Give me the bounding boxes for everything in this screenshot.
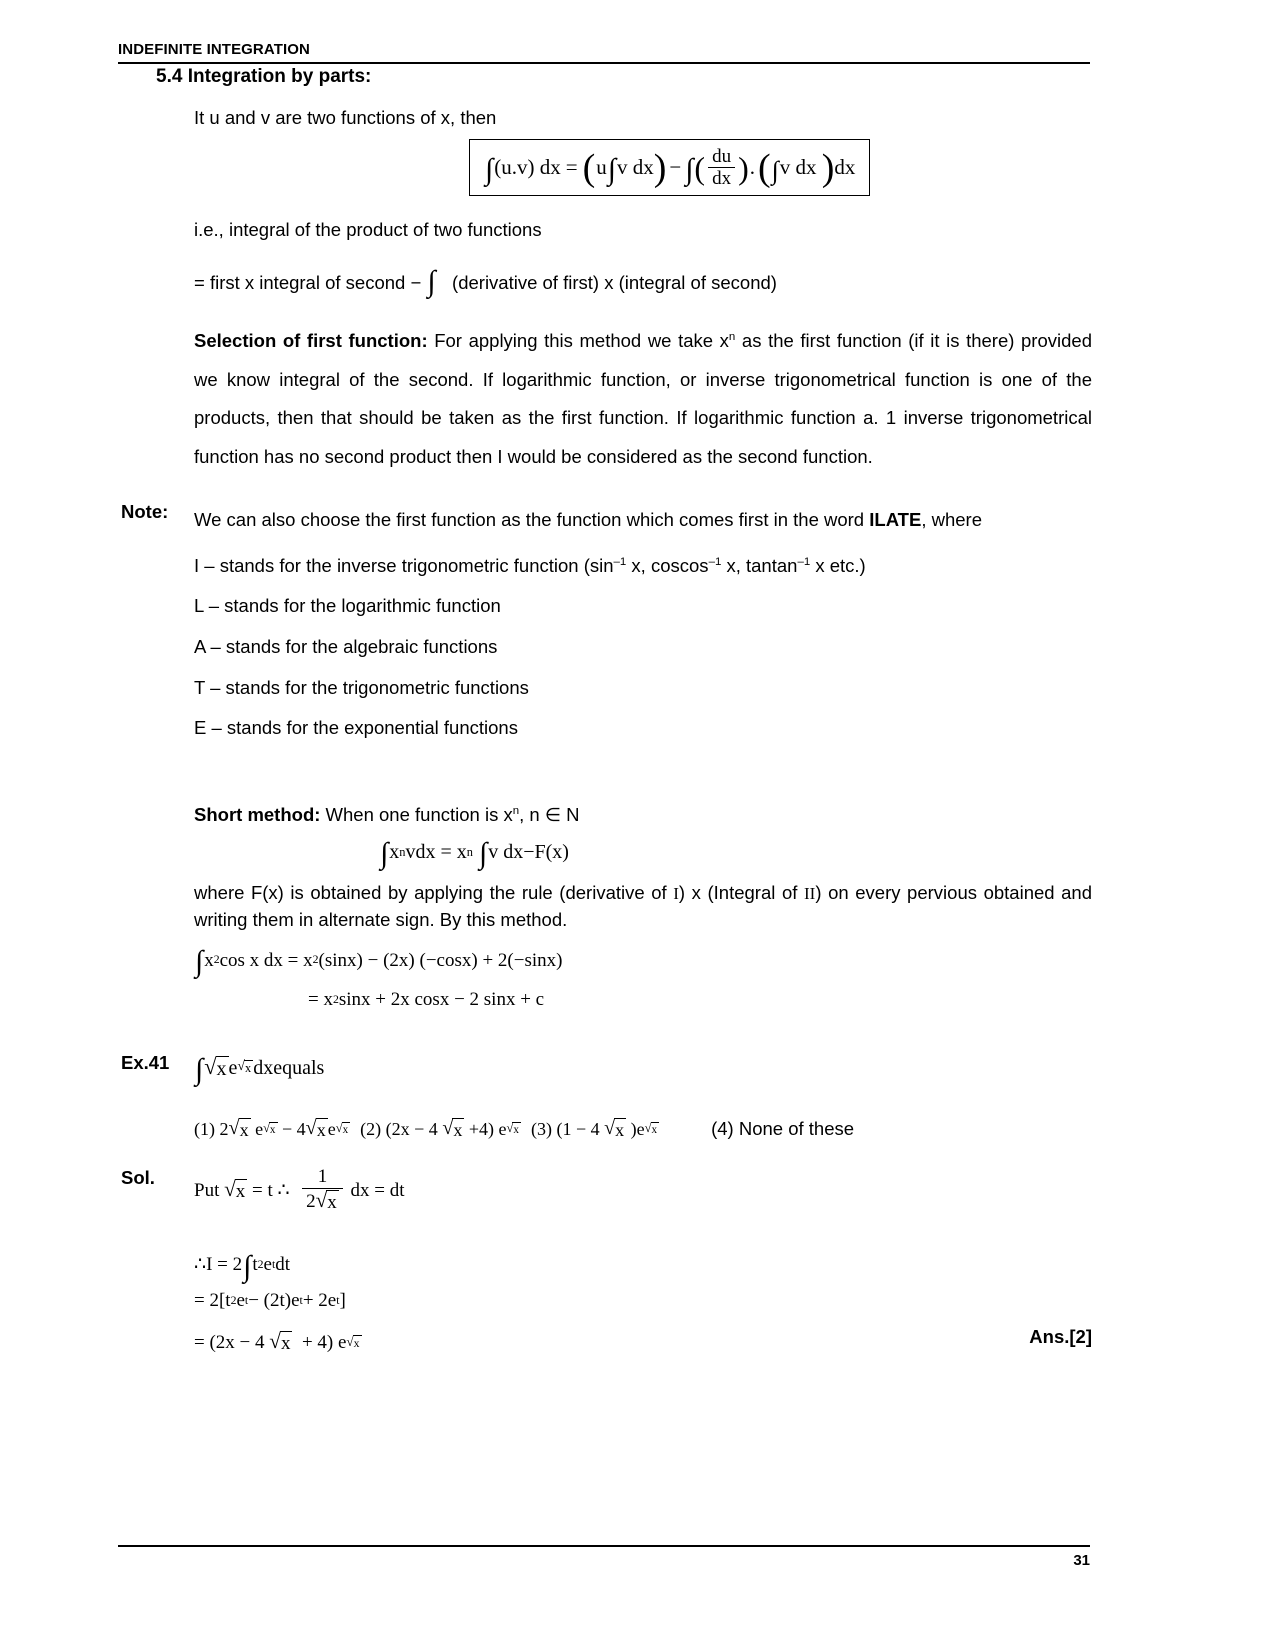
explain-pre: where F(x) is obtained by applying the rule (derivative of — [194, 881, 674, 903]
solution-line-3-math: = 2[t 2 e t − (2t)e t + 2e t ] — [194, 1290, 346, 1312]
integral-sign-icon: ∫ — [485, 152, 494, 186]
selection-body-1: For applying this method we take x — [427, 329, 729, 351]
example-line1-math: ∫ x 2 cos x dx = x 2 (sinx) − (2x) (−cosx) + 2(−sinx) — [195, 945, 563, 979]
radical-sign-icon-5: √ — [305, 1117, 317, 1140]
solution-label: Sol. — [121, 1167, 155, 1189]
example-41-question — [194, 1052, 1092, 1090]
formula-lhs-body: (u.v) dx — [494, 155, 561, 180]
option-1[interactable]: (1) 2 √ x e √ x − 4 √ x e √ x — [194, 1117, 349, 1141]
integral-sign-icon-2: ∫ — [607, 152, 616, 186]
ilate-i-letter: I — [194, 554, 200, 576]
sol-l2-t: t — [252, 1254, 258, 1276]
ex-l1-rest: (sinx) − (2x) (−cosx) + 2(−sinx) — [318, 949, 563, 971]
radical-sign-icon-7: √ — [442, 1117, 454, 1140]
selection-exponent: n — [728, 330, 736, 343]
opt1-sqrt-4 — [336, 1122, 350, 1136]
ex-l1-cos: cos x dx = x — [219, 949, 313, 971]
sol-l2-dt: dt — [275, 1254, 291, 1276]
intro-line: It u and v are two functions of x, then — [194, 107, 497, 128]
ilate-item-t: T – stands for the trigonometric functions — [194, 676, 529, 698]
therefore-symbol-icon-2: ∴ — [194, 1254, 207, 1276]
example-line2-math: = x 2 sinx + 2x cosx − 2 sinx + c — [308, 989, 545, 1011]
example-41-block — [118, 1052, 1093, 1090]
selection-of-first-function-paragraph — [194, 322, 1092, 477]
fraction-numerator: du — [712, 145, 732, 167]
roman-numeral-two: II — [803, 883, 816, 903]
page-header — [118, 42, 1090, 64]
short-method-text3: N — [560, 803, 580, 825]
integration-by-parts-formula-box — [469, 139, 870, 197]
first-integral-second-line — [194, 265, 1093, 299]
solution-line-4-row — [194, 1319, 1093, 1354]
sm-formula-vdx: vdx = x — [405, 840, 467, 863]
radical-sign-icon-6: √ — [335, 1120, 343, 1135]
selection-label: Selection of first function: — [194, 329, 428, 351]
formula-minus: − — [669, 155, 682, 180]
sin-inverse-exponent: –1 — [613, 555, 627, 568]
sol-l2-ieq: I = 2 — [206, 1254, 243, 1276]
note-text-post: , where — [921, 509, 982, 531]
formula-tail-dx: dx — [834, 155, 856, 180]
left-paren-3: ( — [757, 147, 771, 190]
example-41-options-row — [194, 1115, 1093, 1144]
option-4-text: None of these — [738, 1117, 855, 1139]
right-paren-2: ) — [738, 149, 749, 186]
example-41-exponent — [237, 1060, 253, 1076]
option-3[interactable]: (3) (1 − 4 √ x )e √ x — [530, 1117, 658, 1141]
formula-equals: = — [565, 155, 578, 180]
ilate-item-a: A – stands for the algebraic functions — [194, 635, 498, 657]
explain-post: ) on every pervious obtained and writing them in alternate sign. By this method. — [194, 881, 1093, 931]
ex-l1-x: x — [204, 949, 214, 971]
equals-line-post: (derivative of first) x (integral of second) — [452, 272, 777, 294]
radical-sign-icon-4: √ — [263, 1120, 270, 1135]
one-over-two-sqrt-x-fraction — [302, 1167, 343, 1213]
example-41-e: e — [228, 1057, 238, 1080]
sol-den-rad: x — [327, 1191, 337, 1213]
short-method-explanation — [194, 879, 1092, 935]
sol-l4-sqrt1 — [269, 1331, 292, 1354]
opt3-exp — [645, 1122, 659, 1136]
page-footer — [118, 1545, 1090, 1569]
du-dx-fraction — [708, 147, 735, 189]
option-2[interactable]: (2) (2x − 4 √ x +4) e √ x — [360, 1117, 519, 1141]
example-integral-line1 — [194, 946, 1093, 982]
tan-inverse-exponent: –1 — [797, 555, 811, 568]
option-1-number: (1) — [194, 1119, 215, 1140]
solution-line-3 — [194, 1283, 1093, 1319]
ilate-item-e: E – stands for the exponential functions — [194, 717, 518, 739]
example-41-question-math — [194, 1053, 325, 1087]
option-2-number: (2) — [360, 1119, 382, 1140]
left-paren-2: ( — [694, 149, 706, 186]
ex-l2-b: sinx + 2x cosx − 2 sinx + c — [338, 989, 545, 1011]
sqrt-exp-radicand: x — [245, 1061, 252, 1076]
sm-formula-fx: F(x) — [534, 840, 569, 863]
short-method-label: Short method: — [194, 803, 321, 825]
ilate-item-i — [194, 552, 1093, 581]
integral-sign-icon-9: ∫ — [195, 1053, 204, 1087]
opt1-sqrt-2 — [263, 1122, 277, 1136]
sqrt-radicand: x — [216, 1058, 227, 1081]
integration-by-parts-formula — [484, 147, 855, 189]
options-list — [194, 1115, 1093, 1144]
radical-sign-icon-13: √ — [269, 1329, 281, 1354]
radical-sign-icon: √ — [204, 1054, 217, 1080]
example-integral-line2 — [308, 982, 1093, 1018]
option-3-number: (3) — [530, 1119, 552, 1140]
right-paren-1: ) — [653, 147, 667, 190]
boxed-formula-wrapper — [194, 139, 1093, 197]
left-paren-1: ( — [582, 147, 596, 190]
example-41-label: Ex.41 — [121, 1052, 170, 1074]
sol-l4-sqrt2 — [346, 1335, 361, 1350]
selection-body-2: as the first function (if it is there) provided we know integral of the second. If logarithmic function, or inverse trigonometrical function is one of the products, then that should be taken as the first function. If logarithmic function a. 1 inverse trigonometrical function has no second product then I would be considered as the second function. — [194, 329, 1092, 468]
radical-sign-icon-12: √ — [315, 1187, 328, 1212]
element-of-symbol-icon: ∈ — [544, 803, 561, 825]
integral-sign-icon-5: ∫ — [427, 265, 436, 299]
fraction-denominator: dx — [708, 167, 735, 188]
radical-sign-icon-10: √ — [644, 1120, 652, 1135]
ie-line: i.e., integral of the product of two functions — [194, 219, 542, 241]
opt1-rad3: x — [316, 1120, 326, 1141]
page-content — [118, 62, 1093, 1354]
ex-l2-a: = x — [308, 989, 333, 1011]
formula-term3-vdx: v dx — [779, 155, 822, 180]
sol-l4-rad2: x — [353, 1337, 360, 1351]
opt1-sqrt-3 — [306, 1118, 328, 1140]
ilate-i-mid1: x, cos — [626, 554, 680, 576]
radical-sign-icon-9: √ — [604, 1117, 616, 1140]
ilate-item-l: L – stands for the logarithmic function — [194, 595, 501, 617]
opt2-exp — [507, 1122, 521, 1136]
radical-sign-icon-11: √ — [224, 1176, 236, 1201]
cos-inverse-exponent: –1 — [708, 555, 722, 568]
opt2-sqrt-1 — [442, 1118, 464, 1140]
roman-numeral-one: I — [673, 883, 679, 903]
opt1-sqrt-1 — [229, 1118, 251, 1140]
radical-sign-icon-3: √ — [228, 1117, 240, 1140]
ilate-i-cos: cos — [679, 554, 709, 576]
formula-dot: . — [749, 155, 755, 180]
integral-sign-icon-10: ∫ — [243, 1249, 252, 1283]
opt2-sqrt-2 — [507, 1122, 521, 1136]
sol-equals-t: = t — [252, 1179, 273, 1201]
radical-sign-icon-2: √ — [237, 1059, 246, 1075]
opt1-rad2: x — [269, 1123, 276, 1136]
opt2-rad1: x — [453, 1120, 463, 1141]
formula-term1-u: u — [596, 155, 607, 180]
integral-sign-icon-6: ∫ — [380, 836, 389, 870]
sol-rad-x: x — [235, 1180, 246, 1202]
solution-line-2-math: ∴ I = 2 ∫ t 2 e t dt — [194, 1249, 291, 1283]
formula-term1-vdx: v dx — [616, 155, 654, 180]
explain-mid: ) x (Integral of — [678, 881, 804, 903]
solution-line-4-math: = (2x − 4 √ x + 4) e √ x — [194, 1329, 360, 1355]
short-method-formula: ∫ x n vdx = x n ∫ v dx − F(x) — [380, 836, 569, 870]
page-number: 31 — [1073, 1552, 1090, 1569]
short-method-exponent: n — [512, 804, 520, 817]
opt3-sqrt-1 — [604, 1118, 626, 1140]
integral-sign-icon-3: ∫ — [685, 152, 694, 186]
solution-final-row — [194, 1319, 1092, 1354]
short-method-line — [194, 801, 1093, 830]
sol-line1-tail: dx = dt — [350, 1179, 405, 1201]
opt3-rad1: x — [615, 1120, 625, 1141]
sol-l2-e: e — [263, 1254, 272, 1276]
radical-sign-icon-8: √ — [506, 1120, 514, 1135]
sol-frac-den: 2 √ x — [302, 1188, 343, 1213]
example-41-dx: dx — [253, 1057, 274, 1080]
solution-line-2 — [194, 1247, 1093, 1283]
note-label: Note: — [121, 501, 169, 523]
sol-put-word: Put — [194, 1179, 220, 1201]
sol-l4-exp — [346, 1335, 361, 1350]
ilate-keyword: ILATE — [869, 509, 922, 531]
ilate-i-tan: tan — [771, 554, 798, 576]
sqrt-x-exponent-group — [237, 1060, 253, 1076]
solution-block — [118, 1167, 1093, 1213]
right-paren-3: ) — [821, 147, 835, 190]
equals-line-pre: = first x integral of second − — [194, 272, 422, 294]
note-text-pre: We can also choose the first function as the function which comes first in the word — [194, 509, 870, 531]
short-method-formula-line — [194, 836, 754, 870]
opt1-rad4: x — [342, 1123, 349, 1136]
option-4[interactable] — [711, 1115, 854, 1144]
ilate-i-text: – stands for the inverse trigonometric function ($\sin^{-1}$ x, coscos$^{-1}$ x, tantan$^{-1}$ x etc.) — [204, 554, 866, 576]
sol-den-sqrt — [315, 1187, 339, 1213]
option-4-number: (4) — [711, 1117, 734, 1139]
sqrt-x-group — [204, 1056, 228, 1080]
sm-formula-vdx2: v dx — [488, 840, 524, 863]
integral-sign-icon-7: ∫ — [478, 836, 488, 870]
opt3-rad2: x — [651, 1123, 658, 1136]
sol-sqrt-x — [224, 1176, 247, 1202]
sol-l4-rad1: x — [280, 1333, 291, 1355]
opt1-rad1: x — [239, 1120, 249, 1141]
section-heading: 5.4 Integration by parts: — [156, 66, 372, 87]
integral-sign-icon-8: ∫ — [195, 945, 204, 979]
sm-formula-minus: − — [523, 840, 535, 863]
note-block — [118, 501, 1093, 539]
integral-sign-icon-4: ∫ — [771, 155, 779, 185]
opt1-exp2 — [336, 1122, 350, 1136]
short-method-text2: , n — [519, 803, 545, 825]
opt3-sqrt-2 — [645, 1122, 659, 1136]
solution-line-1 — [194, 1167, 1092, 1213]
therefore-symbol-icon: ∴ — [277, 1179, 290, 1201]
short-method-text: When one function is x — [320, 803, 513, 825]
sol-frac-num: 1 — [317, 1166, 328, 1188]
opt1-exp1 — [263, 1122, 277, 1136]
note-body — [194, 501, 1092, 539]
sm-formula-x: x — [389, 840, 400, 863]
solution-line-1-math — [194, 1167, 405, 1213]
ilate-i-post: x etc.) — [810, 554, 866, 576]
answer-badge: Ans.[2] — [1029, 1326, 1092, 1348]
ilate-i-mid2: x, tan — [721, 554, 772, 576]
opt2-rad2: x — [513, 1123, 519, 1136]
radical-sign-icon-14: √ — [346, 1334, 354, 1350]
example-41-equals-word: equals — [273, 1057, 325, 1080]
header-title: INDEFINITE INTEGRATION — [118, 41, 310, 58]
